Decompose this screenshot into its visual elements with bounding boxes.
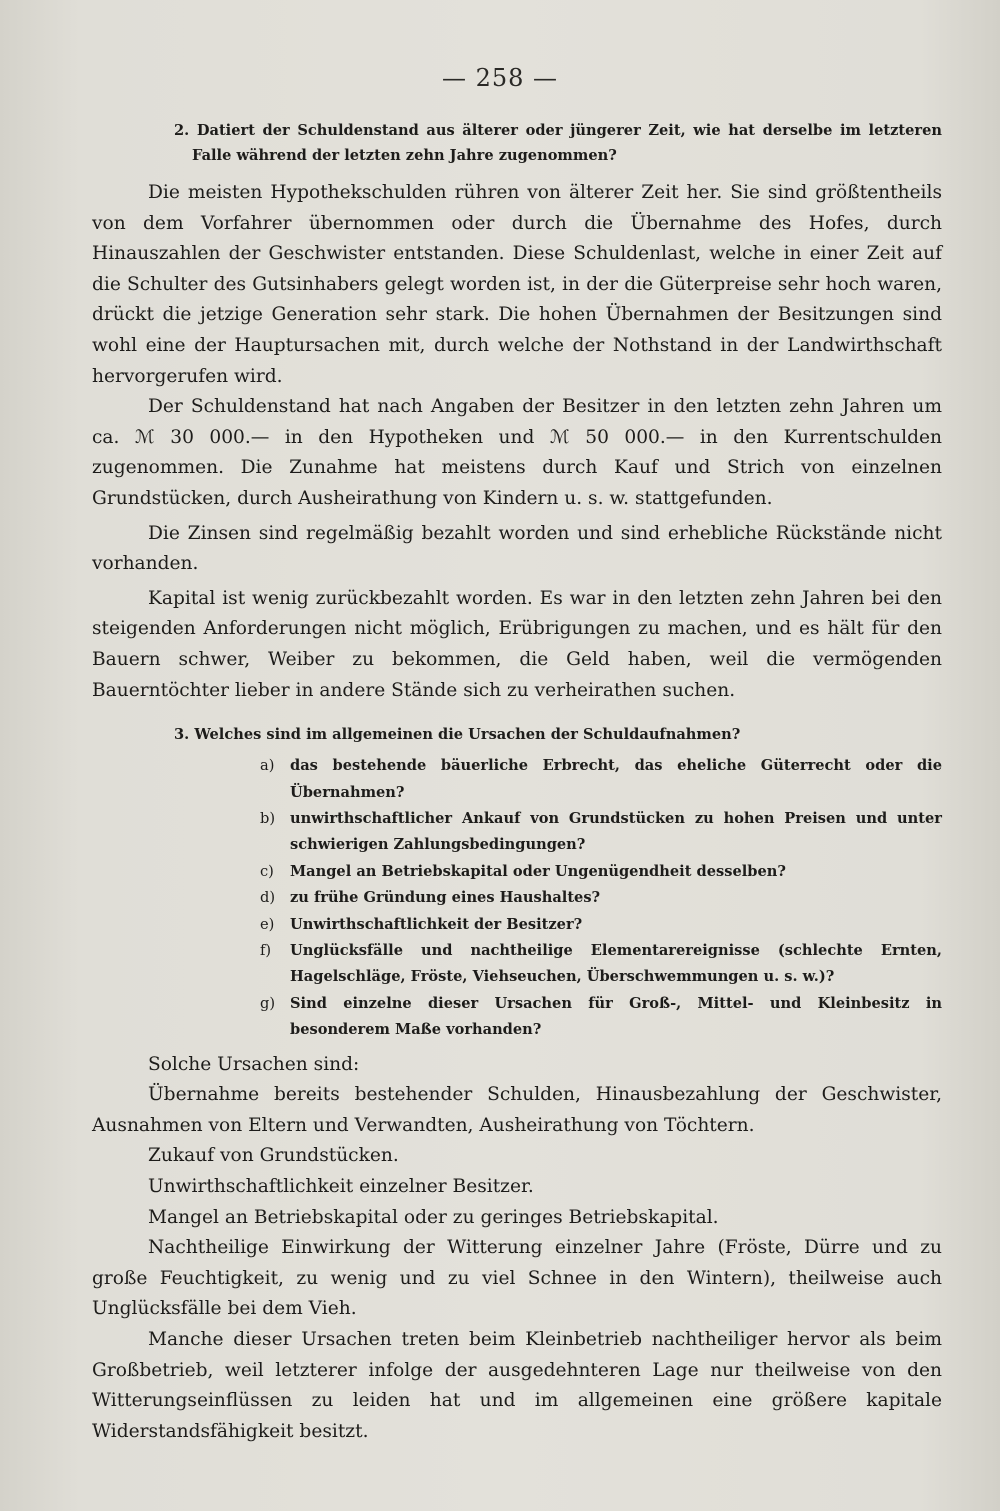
question-3-item-d	[92, 885, 942, 911]
item-text: Sind einzelne dieser Ursachen für Groß-, Mittel- und Kleinbesitz in besonderem Maße vorhanden?	[290, 994, 942, 1039]
question-3-item-f	[92, 938, 942, 991]
question-3-item-g	[92, 991, 942, 1044]
question-2: 2. Datiert der Schuldenstand aus älterer oder jüngerer Zeit, wie hat derselbe im letzteren Falle während der letzten zehn Jahre zugenommen?	[174, 122, 942, 164]
item-text: das bestehende bäuerliche Erbrecht, das eheliche Güterrecht oder die Übernahmen?	[290, 757, 942, 801]
answer-3-paragraph-1: Übernahme bereits bestehender Schulden, Hinausbezahlung der Geschwister, Ausnahmen von Eltern und Verwandten, Ausheirathung von Töchtern.	[92, 1084, 942, 1136]
answer-2-paragraph-2: Der Schuldenstand hat nach Angaben der Besitzer in den letzten zehn Jahren um ca. ℳ 30 000.— in den Hypotheken und ℳ 50 000.— in den Kurrentschulden zugenommen. Die Zunahme hat meistens durch Kauf und Strich von einzelnen Grundstücken, durch Ausheirathung von Kindern u. s. w. stattgefunden.	[92, 396, 942, 509]
item-text: Mangel an Betriebskapital oder Ungenügendheit desselben?	[290, 862, 786, 880]
answer-3-paragraph-5: Nachtheilige Einwirkung der Witterung einzelner Jahre (Fröste, Dürre und zu große Feuchtigkeit, zu wenig und zu viel Schnee in den Wintern), theilweise auch Unglücksfälle bei dem Vieh.	[92, 1237, 942, 1320]
answer-2-paragraph-3: Die Zinsen sind regelmäßig bezahlt worden und sind erhebliche Rückstände nicht vorhanden.	[92, 522, 942, 575]
question-3-item-list	[92, 753, 942, 1043]
question-3: 3. Welches sind im allgemeinen die Ursachen der Schuldaufnahmen?	[174, 726, 741, 744]
question-3-item-c	[92, 859, 942, 885]
question-3-item-e	[92, 912, 942, 938]
answer-2-paragraph-4: Kapital ist wenig zurückbezahlt worden. Es war in den letzten zehn Jahren bei den steigenden Anforderungen nicht möglich, Erübrigungen zu machen, und es hält für den Bauern schwer, Weiber zu bekommen, die Geld haben, weil die vermögenden Bauerntöchter lieber in andere Stände sich zu verheirathen suchen.	[92, 587, 942, 701]
item-text: unwirthschaftlicher Ankauf von Grundstücken zu hohen Preisen und unter schwierigen Zahlungsbedingungen?	[290, 809, 942, 854]
answer-3-paragraph-4: Mangel an Betriebskapital oder zu geringes Betriebskapital.	[148, 1206, 719, 1228]
answer-2-paragraph-1: Die meisten Hypothekschulden rühren von älterer Zeit her. Sie sind größtentheils von dem Vorfahrer übernommen oder durch die Übernahme des Hofes, durch Hinauszahlen der Geschwister entstanden. Diese Schuldenlast, welche in einer Zeit auf die Schulter des Gutsinhabers gelegt worden ist, in der die Güterpreise sehr hoch waren, drückt die jetzige Generation sehr stark. Die hohen Übernahmen der Besitzungen sind wohl eine der Hauptursachen mit, durch welche der Nothstand in der Landwirthschaft hervorgerufen wird.	[92, 182, 942, 387]
item-label: g)	[260, 994, 276, 1012]
item-label: f)	[260, 941, 272, 959]
answer-3-paragraph-6: Manche dieser Ursachen treten beim Kleinbetrieb nachtheiliger hervor als beim Großbetrieb, weil letzterer infolge der ausgedehnteren Lage nur theilweise von den Witterungseinflüssen zu leiden hat und im allgemeinen eine größere kapitale Widerstandsfähigkeit besitzt.	[92, 1328, 942, 1442]
page-content	[92, 118, 942, 1447]
answer-3-paragraph-3: Unwirthschaftlichkeit einzelner Besitzer.	[148, 1175, 534, 1197]
item-text: zu frühe Gründung eines Haushaltes?	[290, 889, 601, 907]
item-label: d)	[260, 889, 276, 907]
answer-3-paragraph-2: Zukauf von Grundstücken.	[148, 1145, 399, 1167]
item-text: Unglücksfälle und nachtheilige Elementarereignisse (schlechte Ernten, Hagelschläge, Fröste, Viehseuchen, Überschwemmungen u. s. w.)?	[290, 941, 942, 986]
answer-3-intro: Solche Ursachen sind:	[148, 1053, 360, 1075]
item-text: Unwirthschaftlichkeit der Besitzer?	[290, 915, 583, 933]
question-3-item-b	[92, 806, 942, 859]
item-label: c)	[260, 862, 274, 880]
item-label: e)	[260, 915, 275, 933]
item-label: a)	[260, 757, 275, 775]
page-number: — 258 —	[441, 64, 559, 92]
question-3-item-a	[92, 753, 942, 806]
item-label: b)	[260, 809, 276, 827]
